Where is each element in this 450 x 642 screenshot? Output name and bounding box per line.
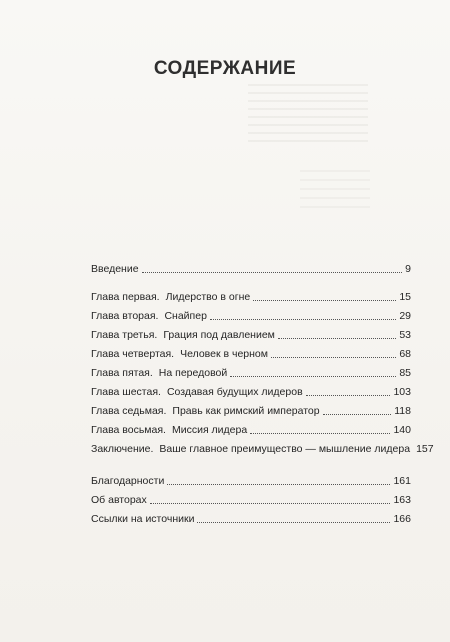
toc-entry-label: Глава шестая. Создавая будущих лидеров bbox=[91, 386, 303, 398]
page-title: СОДЕРЖАНИЕ bbox=[153, 58, 297, 79]
toc-page-number: 163 bbox=[393, 494, 411, 506]
dot-leader bbox=[250, 433, 390, 434]
toc-entry-acknowledgements[interactable] bbox=[91, 472, 411, 488]
toc-page-number: 68 bbox=[399, 348, 411, 360]
dot-leader bbox=[230, 376, 396, 377]
toc-entry-chapter-6[interactable] bbox=[91, 383, 411, 399]
toc-entry-label: Введение bbox=[91, 263, 139, 275]
toc-page-number: 140 bbox=[393, 424, 411, 436]
dot-leader bbox=[210, 319, 396, 320]
toc-entry-label: Заключение. Ваше главное преимущество — мышление лидера bbox=[91, 443, 411, 455]
dot-leader bbox=[253, 300, 396, 301]
toc-entry-label: Глава восьмая. Миссия лидера bbox=[91, 424, 248, 436]
toc-page-number: 29 bbox=[399, 310, 411, 322]
toc-page-number: 15 bbox=[399, 291, 411, 303]
dot-leader bbox=[167, 484, 390, 485]
toc-entry-chapter-3[interactable] bbox=[91, 326, 411, 342]
toc-entry-label: Ссылки на источники bbox=[91, 513, 195, 525]
toc-entry-label: Благодарности bbox=[91, 475, 165, 487]
dot-leader bbox=[271, 357, 396, 358]
toc-page-number: 85 bbox=[399, 367, 411, 379]
toc-entry-chapter-2[interactable] bbox=[91, 307, 411, 323]
toc-entry-conclusion[interactable] bbox=[91, 440, 434, 456]
bleed-through-text bbox=[300, 170, 370, 210]
toc-page-number: 53 bbox=[399, 329, 411, 341]
toc-entry-label: Глава вторая. Снайпер bbox=[91, 310, 207, 322]
dot-leader bbox=[142, 272, 403, 273]
toc-entry-chapter-4[interactable] bbox=[91, 345, 411, 361]
dot-leader bbox=[150, 503, 391, 504]
dot-leader bbox=[323, 414, 392, 415]
toc-entry-chapter-5[interactable] bbox=[91, 364, 411, 380]
toc-entry-chapter-7[interactable] bbox=[91, 402, 411, 418]
toc-entry-introduction[interactable] bbox=[91, 260, 411, 276]
dot-leader bbox=[278, 338, 396, 339]
bleed-through-text bbox=[248, 84, 368, 144]
toc-page-number: 166 bbox=[393, 513, 411, 525]
toc-entry-about-authors[interactable] bbox=[91, 491, 411, 507]
toc-entry-label: Глава третья. Грация под давлением bbox=[91, 329, 275, 341]
toc-entry-chapter-8[interactable] bbox=[91, 421, 411, 437]
toc-page-number: 118 bbox=[394, 405, 411, 417]
toc-page-number: 157 bbox=[416, 443, 434, 455]
toc-entry-label: Глава седьмая. Правь как римский император bbox=[91, 405, 320, 417]
toc-entry-references[interactable] bbox=[91, 510, 411, 526]
toc-entry-label: Глава первая. Лидерство в огне bbox=[91, 291, 251, 303]
toc-entry-chapter-1[interactable] bbox=[91, 288, 411, 304]
dot-leader bbox=[306, 395, 391, 396]
toc-page-number: 9 bbox=[405, 263, 411, 275]
toc-entry-label: Глава пятая. На передовой bbox=[91, 367, 228, 379]
toc-entry-label: Об авторах bbox=[91, 494, 147, 506]
toc-page-number: 103 bbox=[393, 386, 411, 398]
dot-leader bbox=[197, 522, 390, 523]
toc-page-number: 161 bbox=[393, 475, 411, 487]
toc-entry-label: Глава четвертая. Человек в черном bbox=[91, 348, 268, 360]
